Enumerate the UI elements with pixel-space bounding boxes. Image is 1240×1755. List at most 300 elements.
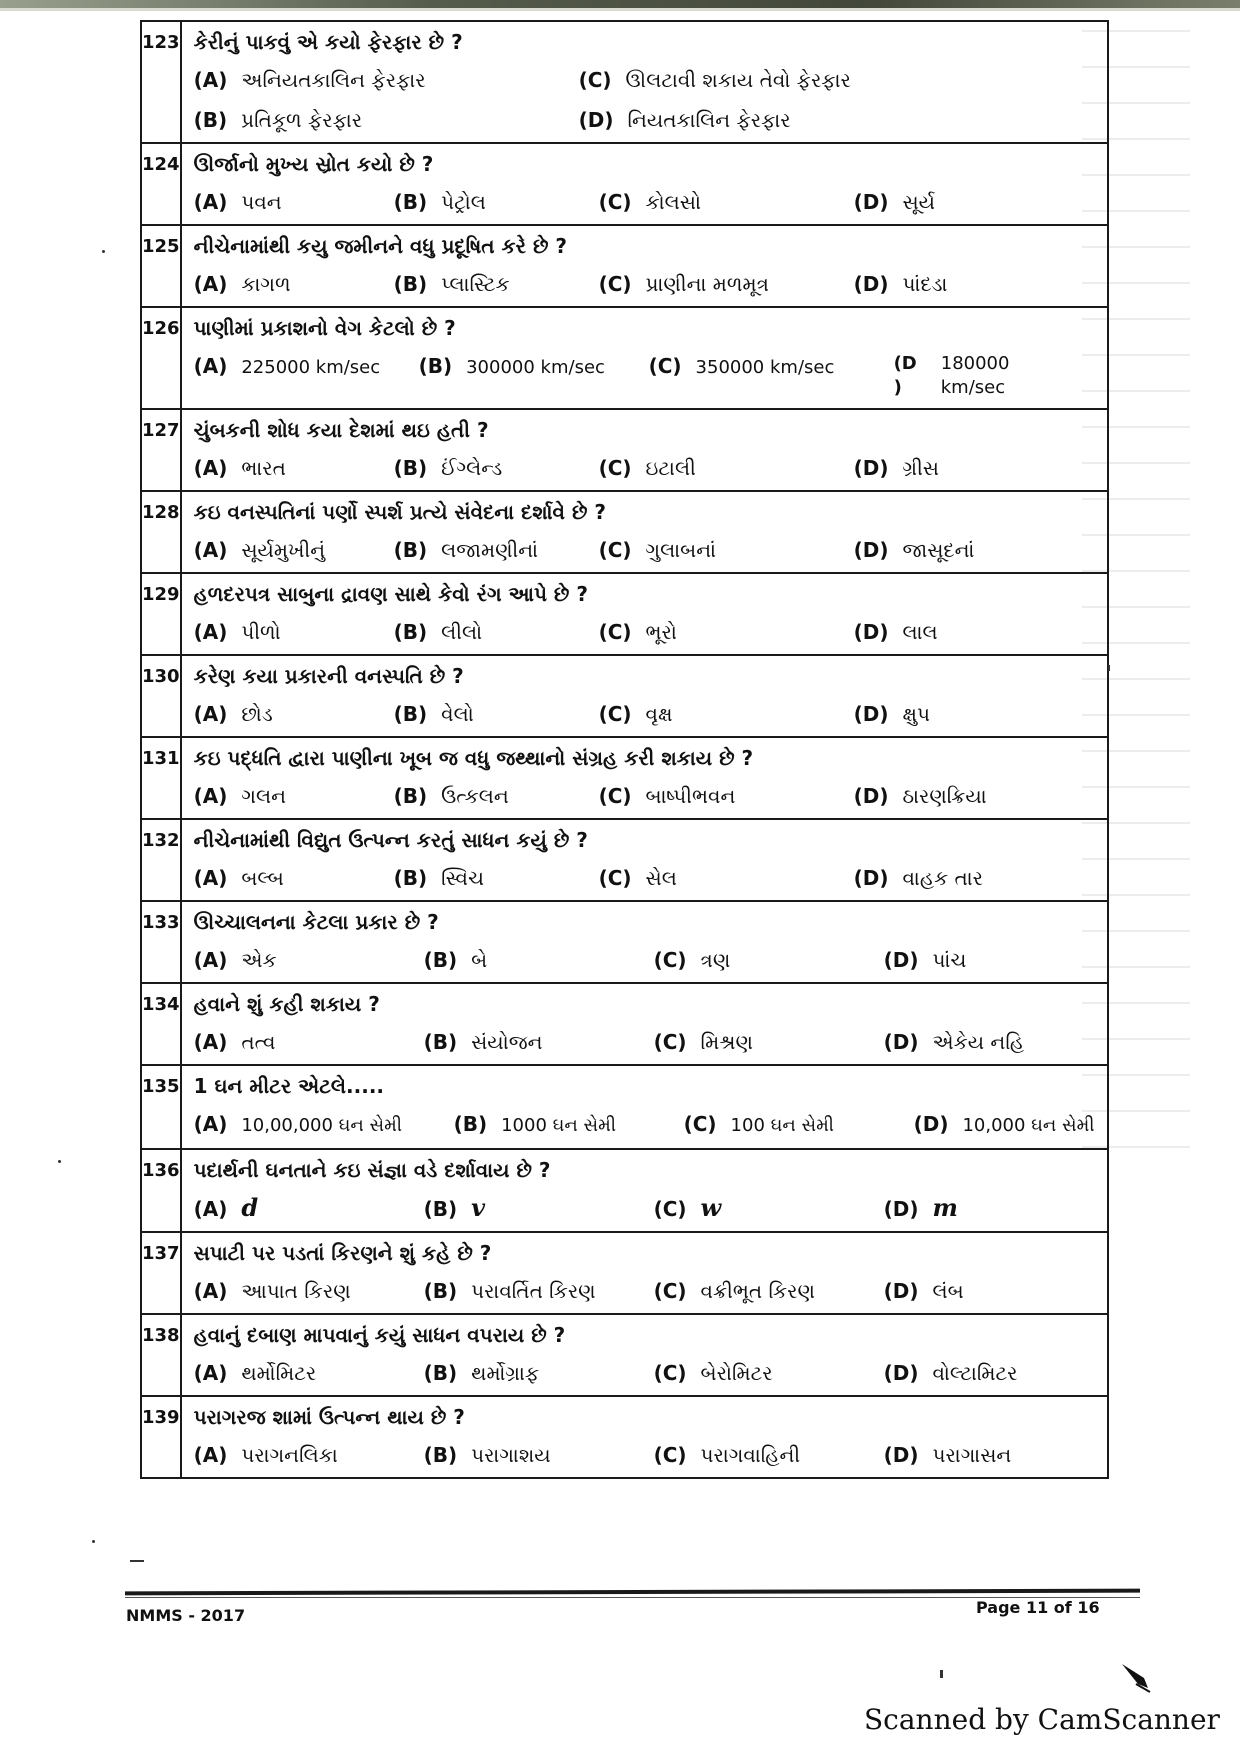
question-cell [181,901,1108,983]
question-text: ઊર્જાનો મુખ્ય સ્રોત કયો છે ? [193,152,434,176]
options-group [194,1441,1095,1469]
question-number: 125 [141,225,181,307]
option-text: થર્મોગ્રાફ [471,1361,540,1385]
question-number: 136 [141,1149,181,1232]
answer-option [194,1028,424,1056]
answer-option [599,454,854,482]
scan-speck [58,1160,61,1163]
option-label-bottom: ) [893,377,902,398]
option-label: (A) [193,538,228,562]
answer-option [424,1028,654,1056]
option-label: (C) [683,1112,717,1136]
option-label: (A) [193,620,228,644]
question-cell [181,143,1108,225]
answer-option [854,618,1095,646]
question-text: નીચેનામાંથી કયુ જમીનને વધુ પ્રદૂષિત કરે છે ? [193,234,567,258]
option-label: (C) [653,948,687,972]
question-row [141,1396,1108,1478]
answer-option [649,352,894,400]
answer-option [599,700,854,728]
answer-option [599,536,854,564]
option-text: 1000 ઘન સેમી [501,1115,616,1136]
answer-option [194,1110,454,1140]
scan-speck [130,1560,144,1562]
option-text: 350000 km/sec [695,357,835,378]
option-text: કાગળ [241,272,291,296]
question-cell [181,1149,1108,1232]
option-text: ગલન [241,784,286,808]
option-text: છોડ [241,702,273,726]
option-text: લાલ [902,620,938,644]
question-cell [181,225,1108,307]
option-text: પરાગાસન [932,1443,1012,1467]
option-text: પરાવર્તિત કિરણ [471,1279,596,1303]
answer-option [194,188,394,216]
answer-option [654,1028,884,1056]
option-text: એકેય નહિ [932,1030,1025,1054]
answer-option [854,864,1095,892]
option-text: જાસૂદનાં [902,538,975,562]
option-label: (C) [653,1197,687,1221]
option-label: (C) [598,866,632,890]
question-row [141,225,1108,307]
question-number: 130 [141,655,181,737]
question-number: 124 [141,143,181,225]
answer-option [599,618,854,646]
option-label: (C) [598,538,632,562]
option-text: ભારત [241,456,286,480]
answer-option [854,270,1095,298]
question-row [141,21,1108,143]
option-text: પ્લાસ્ટિક [441,272,510,296]
answer-option [194,864,394,892]
option-label: (C) [598,784,632,808]
options-group [194,864,1095,892]
question-text: હવાનું દબાણ માપવાનું કયું સાધન વપરાય છે ? [193,1323,566,1347]
option-label: (D) [913,1112,949,1136]
option-label: (B) [423,1197,458,1221]
option-label: (A) [193,866,228,890]
question-cell [181,819,1108,901]
option-label: (A) [193,702,228,726]
options-group [194,1194,1095,1223]
question-row [141,901,1108,983]
option-label: (C) [653,1279,687,1303]
option-text: પ્રાણીના મળમૂત્ર [645,272,769,296]
question-row [141,491,1108,573]
answer-option [579,106,1095,134]
option-label: (C) [653,1361,687,1385]
option-label: (B) [393,784,428,808]
option-label: (C) [653,1030,687,1054]
option-text: ઊલટાવી શકાય તેવો ફેરફાર [625,68,851,92]
question-number: 123 [141,21,181,143]
question-text: સપાટી પર પડતાં કિરણને શું કહે છે ? [193,1241,492,1265]
answer-option [194,106,579,134]
question-text: પાણીમાં પ્રકાશનો વેગ કેટલો છે ? [193,316,456,340]
option-label: (C) [598,620,632,644]
options-group [194,1110,1095,1140]
answer-option [914,1110,1095,1140]
option-text-bottom: km/sec [940,377,1006,398]
question-text: નીચેનામાંથી વિદ્યુત ઉત્પન્ન કરતું સાધન કયું છે ? [193,828,588,852]
question-table [140,20,1109,1479]
option-text: m [932,1193,958,1222]
option-text: સેલ [645,866,677,890]
option-label: (B) [193,108,228,132]
question-number: 131 [141,737,181,819]
answer-option [194,782,394,810]
option-text: બાષ્પીભવન [645,784,736,808]
option-text: નિયતકાલિન ફેરફાર [627,108,791,132]
question-row [141,143,1108,225]
question-cell [181,1314,1108,1396]
question-text: કરેણ કયા પ્રકારની વનસ્પતિ છે ? [193,664,464,688]
answer-option [884,946,1095,974]
question-cell [181,1396,1108,1478]
answer-option [394,536,599,564]
question-cell [181,21,1108,143]
question-number: 129 [141,573,181,655]
options-group [194,1359,1095,1387]
answer-option [424,1441,654,1469]
option-text: ઠારણક્રિયા [902,784,987,808]
answer-option [194,1441,424,1469]
answer-option [894,352,1095,400]
answer-option [654,1277,884,1305]
camscanner-watermark: Scanned by CamScanner [864,1703,1220,1736]
answer-option [424,1194,654,1223]
option-label: (A) [193,68,228,92]
option-text: પ્રતિકૂળ ફેરફાર [241,108,363,132]
option-label: (D) [853,456,889,480]
option-text: ઉત્કલન [441,784,509,808]
option-label: (A) [193,1030,228,1054]
option-text: સૂર્ય [902,190,936,214]
answer-option [884,1359,1095,1387]
question-number: 127 [141,409,181,491]
option-label: (A) [193,272,228,296]
option-text: બે [471,948,488,972]
options-group [194,536,1095,564]
option-label: (B) [423,1279,458,1303]
scan-speck [92,1540,95,1543]
option-label: (D) [883,948,919,972]
footer-page-number: Page 11 of 16 [976,1598,1100,1617]
option-text: ગુલાબનાં [645,538,717,562]
option-text: સૂર્યમુખીનું [241,538,326,562]
option-text: વોલ્ટામિટર [932,1361,1018,1385]
option-text: ક્ષુપ [902,702,930,726]
question-cell [181,1232,1108,1314]
option-label: (D) [883,1443,919,1467]
option-text: પાંચ [932,948,967,972]
option-text: સંયોજન [471,1030,543,1054]
option-label: (D) [853,620,889,644]
answer-option [419,352,649,400]
answer-option [854,782,1095,810]
option-text: 10,00,000 ઘન સેમી [241,1115,402,1136]
answer-option [884,1028,1095,1056]
option-label: (B) [423,1361,458,1385]
option-text: પવન [241,190,282,214]
answer-option [454,1110,684,1140]
option-text: એક [241,948,277,972]
question-cell [181,409,1108,491]
option-text: સ્વિચ [441,866,484,890]
answer-option [654,946,884,974]
options-group [194,270,1095,298]
option-label: (A) [193,1197,228,1221]
option-text: પાંદડા [902,272,948,296]
option-text: 10,000 ઘન સેમી [962,1115,1095,1136]
option-text: પરાગવાહિની [700,1443,801,1467]
question-text: હવાને શું કહી શકાય ? [193,992,380,1016]
option-label: (A) [193,1443,228,1467]
answer-option [599,864,854,892]
answer-option [194,1359,424,1387]
option-text: લંબ [932,1279,964,1303]
option-label: (B) [423,948,458,972]
option-text: પરાગનલિકા [241,1443,338,1467]
option-text: પીળો [241,620,281,644]
answer-option [599,270,854,298]
option-label: (B) [393,866,428,890]
option-text: d [241,1193,259,1222]
question-text: હળદરપત્ર સાબુના દ્રાવણ સાથે કેવો રંગ આપે છે ? [193,582,588,606]
option-text: ભૂરો [645,620,677,644]
question-row [141,655,1108,737]
option-text: મિશ્રણ [700,1030,753,1054]
answer-option [394,454,599,482]
question-cell [181,655,1108,737]
option-text: ત્રણ [700,948,731,972]
question-number: 126 [141,307,181,409]
question-text: પદાર્થની ઘનતાને કઇ સંજ્ઞા વડે દર્શાવાય છે ? [193,1158,551,1182]
option-label: (D) [853,538,889,562]
answer-option [684,1110,914,1140]
option-label-top: (D [893,353,917,374]
question-row [141,819,1108,901]
answer-option [194,352,419,400]
option-label: (D) [883,1361,919,1385]
question-cell [181,307,1108,409]
question-cell [181,491,1108,573]
answer-option [654,1194,884,1223]
option-label: (A) [193,354,228,378]
question-row [141,1232,1108,1314]
option-text: લજામણીનાં [441,538,539,562]
answer-option [579,66,1095,94]
answer-option [394,864,599,892]
question-number: 132 [141,819,181,901]
footer-rule [125,1589,1140,1596]
option-label: (A) [193,190,228,214]
answer-option [394,618,599,646]
answer-option [394,700,599,728]
option-label: (D) [853,272,889,296]
scan-speck [1108,665,1110,671]
question-cell [181,573,1108,655]
answer-option [854,536,1095,564]
scan-speck [940,1670,943,1678]
scan-top-edge [0,0,1240,8]
option-label: (A) [193,784,228,808]
question-cell [181,983,1108,1065]
option-label: (A) [193,1361,228,1385]
option-label: (D) [853,866,889,890]
option-label: (B) [453,1112,488,1136]
answer-option [599,188,854,216]
question-number: 137 [141,1232,181,1314]
option-text-top: 180000 [940,353,1010,374]
question-row [141,983,1108,1065]
option-text: 100 ઘન સેમી [730,1115,834,1136]
option-text: વેલો [441,702,474,726]
option-text: ઈંગ્લેન્ડ [441,456,503,480]
answer-option [599,782,854,810]
option-text: આપાત કિરણ [241,1279,351,1303]
question-text: ચુંબકની શોધ કયા દેશમાં થઇ હતી ? [193,418,489,442]
question-text: પરાગરજ શામાં ઉત્પન્ન થાય છે ? [193,1405,465,1429]
question-row [141,1149,1108,1232]
option-text: તત્વ [241,1030,276,1054]
option-label: (B) [393,538,428,562]
option-text: 225000 km/sec [241,357,381,378]
question-number: 135 [141,1065,181,1149]
option-label: (B) [393,620,428,644]
options-group [194,1028,1095,1056]
question-text: ઊચ્ચાલનના કેટલા પ્રકાર છે ? [193,910,439,934]
answer-option [394,270,599,298]
answer-option [194,1277,424,1305]
option-label [894,352,917,400]
question-row [141,409,1108,491]
options-group [194,1277,1095,1305]
option-label: (B) [393,272,428,296]
question-number: 139 [141,1396,181,1478]
option-label: (D) [853,784,889,808]
answer-option [424,1359,654,1387]
answer-option [424,946,654,974]
answer-option [194,946,424,974]
option-label: (B) [393,702,428,726]
question-text: કેરીનું પાકવું એ કયો ફેરફાર છે ? [193,30,463,54]
question-row [141,1314,1108,1396]
option-label: (C) [653,1443,687,1467]
option-text: પરાગાશય [471,1443,551,1467]
option-label: (B) [423,1030,458,1054]
option-label: (C) [598,272,632,296]
answer-option [424,1277,654,1305]
answer-option [194,66,579,94]
option-text: w [700,1193,722,1222]
option-label: (D) [883,1197,919,1221]
answer-option [194,1194,424,1223]
question-row [141,737,1108,819]
answer-option [854,454,1095,482]
options-group [194,188,1095,216]
option-text: થર્મોમિટર [241,1361,317,1385]
options-group [194,618,1095,646]
option-text: બલ્બ [241,866,284,890]
scan-speck [102,250,105,253]
question-cell [181,737,1108,819]
pen-mark-icon [1118,1662,1154,1698]
question-number: 134 [141,983,181,1065]
answer-option [884,1194,1095,1223]
question-cell [181,1065,1108,1149]
answer-option [654,1441,884,1469]
scan-top-edge-shadow [0,8,1240,11]
option-label: (C) [598,456,632,480]
question-number: 138 [141,1314,181,1396]
option-label: (D) [578,108,614,132]
option-label: (A) [193,1279,228,1303]
option-label: (D) [853,190,889,214]
option-text: બેરોમિટર [700,1361,773,1385]
option-text: વાહક તાર [902,866,984,890]
option-text: વૃક્ષ [645,702,673,726]
answer-option [194,618,394,646]
options-group [194,66,1095,134]
option-label: (C) [578,68,612,92]
option-label: (C) [598,190,632,214]
option-text [941,352,1010,400]
option-text: અનિયતકાલિન ફેરફાર [241,68,426,92]
option-text: ગ્રીસ [902,456,939,480]
option-label: (A) [193,456,228,480]
footer-exam-name: NMMS - 2017 [126,1606,246,1625]
option-text: કોલસો [645,190,701,214]
answer-option [884,1277,1095,1305]
question-table-body [141,21,1108,1478]
answer-option [194,454,394,482]
answer-option [854,700,1095,728]
option-label: (C) [598,702,632,726]
answer-option [194,700,394,728]
option-label: (B) [423,1443,458,1467]
question-text: 1 ઘન મીટર એટલે..... [193,1074,385,1098]
answer-option [194,270,394,298]
option-text: v [471,1193,486,1222]
question-text: કઇ વનસ્પતિનાં પર્ણો સ્પર્શ પ્રત્યે સંવેદના દર્શાવે છે ? [193,500,606,524]
question-number: 133 [141,901,181,983]
option-label: (C) [648,354,682,378]
options-group [194,352,1095,400]
question-number: 128 [141,491,181,573]
options-group [194,782,1095,810]
options-group [194,700,1095,728]
option-text: લીલો [441,620,483,644]
option-label: (D) [883,1030,919,1054]
option-label: (A) [193,1112,228,1136]
question-row [141,573,1108,655]
answer-option [884,1441,1095,1469]
option-label: (D) [883,1279,919,1303]
question-text: કઇ પદ્ધતિ દ્વારા પાણીના ખૂબ જ વધુ જથ્થાનો સંગ્રહ કરી શકાય છે ? [193,746,754,770]
option-text: 300000 km/sec [466,357,605,378]
options-group [194,946,1095,974]
question-row [141,307,1108,409]
answer-option [394,782,599,810]
option-text: પેટ્રોલ [441,190,486,214]
option-text: વક્રીભૂત કિરણ [700,1279,815,1303]
option-text: ઇટાલી [645,456,696,480]
option-label: (A) [193,948,228,972]
answer-option [654,1359,884,1387]
question-row [141,1065,1108,1149]
